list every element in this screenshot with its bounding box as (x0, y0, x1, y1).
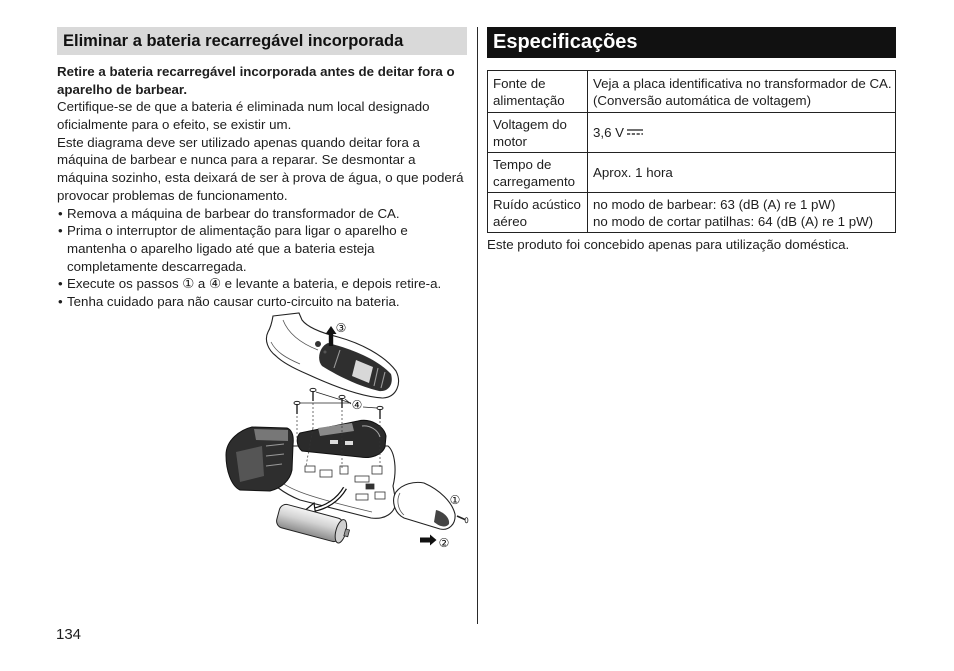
switch-module-top (254, 429, 288, 441)
disposal-instructions (57, 63, 471, 311)
spec-label-line: motor (493, 133, 527, 149)
spec-label-cell (488, 71, 588, 112)
bullet-line: completamente descarregada. (67, 258, 247, 274)
motor-contact (345, 441, 353, 445)
spec-value-line (593, 124, 895, 141)
spec-label-line: Voltagem do (493, 116, 567, 132)
domestic-use-note: Este produto foi concebido apenas para utilização doméstica. (487, 237, 850, 252)
spec-value-cell (588, 193, 895, 232)
bullet-line: mantenha o aparelho ligado até que a bateria esteja (67, 240, 375, 256)
page-number: 134 (56, 626, 82, 643)
component (366, 484, 374, 489)
spec-value-line: Veja a placa identificativa no transformador de CA. (593, 75, 892, 91)
spec-label-line: Ruído acústico (493, 196, 581, 212)
column-divider (477, 27, 478, 624)
bullet-marker: • (58, 223, 63, 239)
warning-line: aparelho de barbear. (57, 81, 188, 97)
spec-label-cell (488, 193, 588, 232)
spec-row-power-supply (488, 71, 895, 112)
section-heading-bar (57, 27, 467, 55)
step-4-label: ④ (351, 398, 363, 412)
spec-value-line: Aprox. 1 hora (593, 165, 673, 180)
switch-module-face (236, 446, 264, 482)
bullet-line: Remova a máquina de barbear do transformador de CA. (67, 205, 400, 221)
component (355, 476, 369, 482)
spec-row-acoustic-noise (488, 192, 895, 232)
spec-label-line: alimentação (493, 92, 565, 108)
component (372, 466, 382, 474)
body-line: oficialmente para o efeito, se existir um. (57, 117, 292, 133)
section-heading: Eliminar a bateria recarregável incorporada (63, 32, 404, 50)
component (375, 492, 385, 499)
body-line: Certifique-se de que a bateria é eliminada num local designado (57, 99, 430, 115)
blade-cap (394, 482, 455, 529)
body-line: Este diagrama deve ser utilizado apenas quando deitar fora a (57, 134, 420, 150)
bullet-item (57, 222, 471, 275)
specifications-heading: Especificações (493, 31, 638, 53)
specifications-heading-bar (487, 27, 896, 58)
motor-voltage-value: 3,6 V (593, 125, 625, 140)
battery-removal-diagram (215, 305, 475, 560)
spec-value-cell (588, 153, 895, 192)
spec-value-line: no modo de cortar patilhas: 64 (dB (A) re 1 pW) (593, 213, 874, 229)
arrow-right-icon (420, 535, 437, 546)
spec-row-motor-voltage (488, 112, 895, 152)
bullet-line: Execute os passos ① a ④ e levante a bateria, e depois retire-a. (67, 276, 442, 292)
spec-label-line: carregamento (493, 173, 576, 189)
body-line: provocar problemas de funcionamento. (57, 187, 288, 203)
bullet-line: Tenha cuidado para não causar curto-circuito na bateria. (67, 293, 400, 309)
spec-value-cell (588, 71, 895, 112)
step-1-label: ① (449, 493, 461, 507)
bullet-item (57, 205, 471, 223)
step-2-label: ② (438, 536, 450, 550)
screw (377, 406, 383, 419)
dc-symbol-icon (626, 128, 644, 136)
component (340, 466, 348, 474)
screw (310, 388, 316, 401)
spec-value-cell (588, 113, 895, 152)
bullet-item (57, 275, 471, 293)
component (356, 494, 368, 500)
bullet-marker: • (58, 205, 63, 221)
screw (294, 401, 300, 414)
step-3-label: ③ (335, 321, 347, 335)
body-line: máquina de barbear e nunca para a reparar. Se desmontar a (57, 152, 416, 168)
top-cover-hole (315, 341, 321, 347)
spec-value-line: no modo de barbear: 63 (dB (A) re 1 pW) (593, 196, 836, 212)
screw (339, 395, 345, 408)
spec-value-line: (Conversão automática de voltagem) (593, 92, 812, 108)
body-line: máquina sozinho, esta deixará de ser à prova de água, o que poderá (57, 170, 464, 186)
warning-line: Retire a bateria recarregável incorporada antes de deitar fora o (57, 64, 455, 79)
spec-label-line: Fonte de (493, 75, 546, 91)
shaver-body (226, 420, 396, 518)
spec-label-line: aéreo (493, 213, 528, 229)
specifications-table (487, 70, 896, 233)
top-cover-hole (324, 351, 327, 354)
bullet-marker: • (58, 293, 63, 309)
top-cover (266, 313, 398, 398)
motor-contact (330, 440, 338, 444)
spec-label-line: Tempo de (493, 156, 552, 172)
component (305, 466, 315, 472)
spec-label-cell (488, 113, 588, 152)
component (320, 470, 332, 477)
bullet-line: Prima o interruptor de alimentação para ligar o aparelho e (67, 223, 408, 239)
bullet-marker: • (58, 276, 63, 292)
cap-screw (457, 516, 468, 523)
spec-row-charging-time (488, 152, 895, 192)
spec-label-cell (488, 153, 588, 192)
